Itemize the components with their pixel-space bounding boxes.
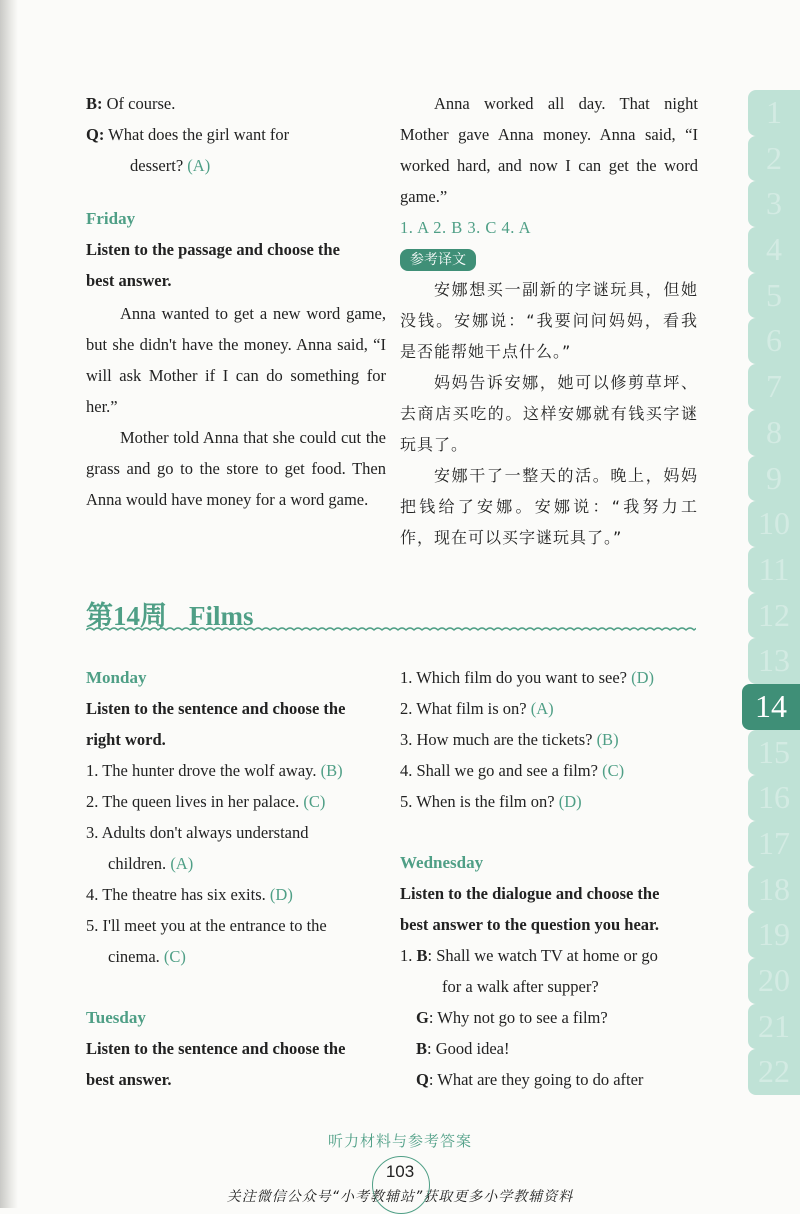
week-tab-1[interactable]: 1: [748, 90, 800, 136]
week-tab-11[interactable]: 11: [748, 547, 800, 593]
week-tab-15[interactable]: 15: [748, 730, 800, 776]
dialogue-line: G: Why not go to see a film?: [416, 1008, 608, 1027]
week-tab-7[interactable]: 7: [748, 364, 800, 410]
week-tab-10[interactable]: 10: [748, 501, 800, 547]
translation-paragraph: 安娜想买一副新的字谜玩具，但她没钱。安娜说：“我要问问妈妈，看我是否能帮她干点什么。”: [400, 280, 698, 361]
week-tabs: [742, 90, 800, 1095]
dialogue-line: dessert? (A): [130, 156, 211, 175]
day-heading-tuesday: Tuesday: [86, 1008, 146, 1027]
top-left-column: [86, 88, 386, 515]
passage-paragraph: Anna worked all day. That night Mother gave Anna money. Anna said, “I worked hard, and now I can get the word game.”: [400, 94, 698, 206]
week-tab-6[interactable]: 6: [748, 318, 800, 364]
week-tab-18[interactable]: 18: [748, 867, 800, 913]
dialogue-line: B: Good idea!: [416, 1039, 510, 1058]
week-heading: [86, 590, 696, 634]
bottom-right-column: [400, 662, 698, 1095]
wavy-divider: [86, 626, 696, 634]
week-tab-14[interactable]: 14: [742, 684, 800, 730]
dialogue-line: for a walk after supper?: [442, 977, 599, 996]
passage-paragraph: Anna wanted to get a new word game, but she didn't have the money. Anna said, “I will ask Mother if I can do something for her.”: [86, 304, 386, 416]
week-tab-13[interactable]: 13: [748, 638, 800, 684]
week-tab-22[interactable]: 22: [748, 1049, 800, 1095]
day-heading-friday: Friday: [86, 209, 136, 228]
instruction: Listen to the dialogue and choose the best answer to the question you hear.: [400, 884, 660, 934]
week-tab-9[interactable]: 9: [748, 456, 800, 502]
week-tab-2[interactable]: 2: [748, 136, 800, 182]
list-item: 2. The queen lives in her palace. (C): [86, 792, 326, 811]
week-tab-17[interactable]: 17: [748, 821, 800, 867]
instruction: Listen to the passage and choose the best answer.: [86, 240, 340, 290]
day-heading-monday: Monday: [86, 668, 147, 687]
translation-paragraph: 安娜干了一整天的活。晚上，妈妈把钱给了安娜。安娜说：“我努力工作，现在可以买字谜玩具了。”: [400, 466, 698, 547]
dialogue-line: B: Of course.: [86, 94, 176, 113]
week-tab-4[interactable]: 4: [748, 227, 800, 273]
instruction: Listen to the sentence and choose the best answer.: [86, 1039, 346, 1089]
dialogue-line: Q: What are they going to do after: [416, 1070, 644, 1089]
dialogue-line: Q: What does the girl want for: [86, 125, 290, 144]
week-tab-20[interactable]: 20: [748, 958, 800, 1004]
list-item: 4. The theatre has six exits. (D): [86, 885, 293, 904]
list-item: 5. I'll meet you at the entrance to the cinema. (C): [86, 916, 327, 966]
instruction: Listen to the sentence and choose the right word.: [86, 699, 346, 749]
bottom-left-column: [86, 662, 386, 1095]
list-item: 3. How much are the tickets? (B): [400, 730, 619, 749]
week-tab-21[interactable]: 21: [748, 1004, 800, 1050]
translation-paragraph: 妈妈告诉安娜，她可以修剪草坪、去商店买吃的。这样安娜就有钱买字谜玩具了。: [400, 373, 698, 454]
dialogue-line: 1. B: Shall we watch TV at home or go: [400, 946, 658, 965]
week-number: 第14周: [86, 601, 167, 631]
list-item: 3. Adults don't always understand children. (A): [86, 823, 309, 873]
page-number: 103: [385, 1162, 415, 1181]
answer-key: 1. A 2. B 3. C 4. A: [400, 218, 531, 237]
week-tab-12[interactable]: 12: [748, 593, 800, 639]
list-item: 2. What film is on? (A): [400, 699, 554, 718]
week-tab-8[interactable]: 8: [748, 410, 800, 456]
passage-paragraph: Mother told Anna that she could cut the grass and go to the store to get food. Then Anna would have money for a word game.: [86, 428, 386, 509]
translation-badge: 参考译文: [400, 249, 476, 271]
week-tab-5[interactable]: 5: [748, 273, 800, 319]
week-tab-3[interactable]: 3: [748, 181, 800, 227]
week-tab-16[interactable]: 16: [748, 775, 800, 821]
page-binding-shadow: [0, 0, 18, 1208]
week-tab-19[interactable]: 19: [748, 912, 800, 958]
list-item: 5. When is the film on? (D): [400, 792, 582, 811]
footer-title: 听力材料与参考答案: [327, 1132, 472, 1150]
list-item: 1. Which film do you want to see? (D): [400, 668, 655, 687]
week-title: Films: [189, 601, 254, 631]
day-heading-wednesday: Wednesday: [400, 853, 484, 872]
list-item: 4. Shall we go and see a film? (C): [400, 761, 625, 780]
list-item: 1. The hunter drove the wolf away. (B): [86, 761, 343, 780]
top-right-column: [400, 88, 698, 553]
footer-note: 关注微信公众号“小考教辅站”获取更多小学教辅资料: [226, 1189, 574, 1205]
